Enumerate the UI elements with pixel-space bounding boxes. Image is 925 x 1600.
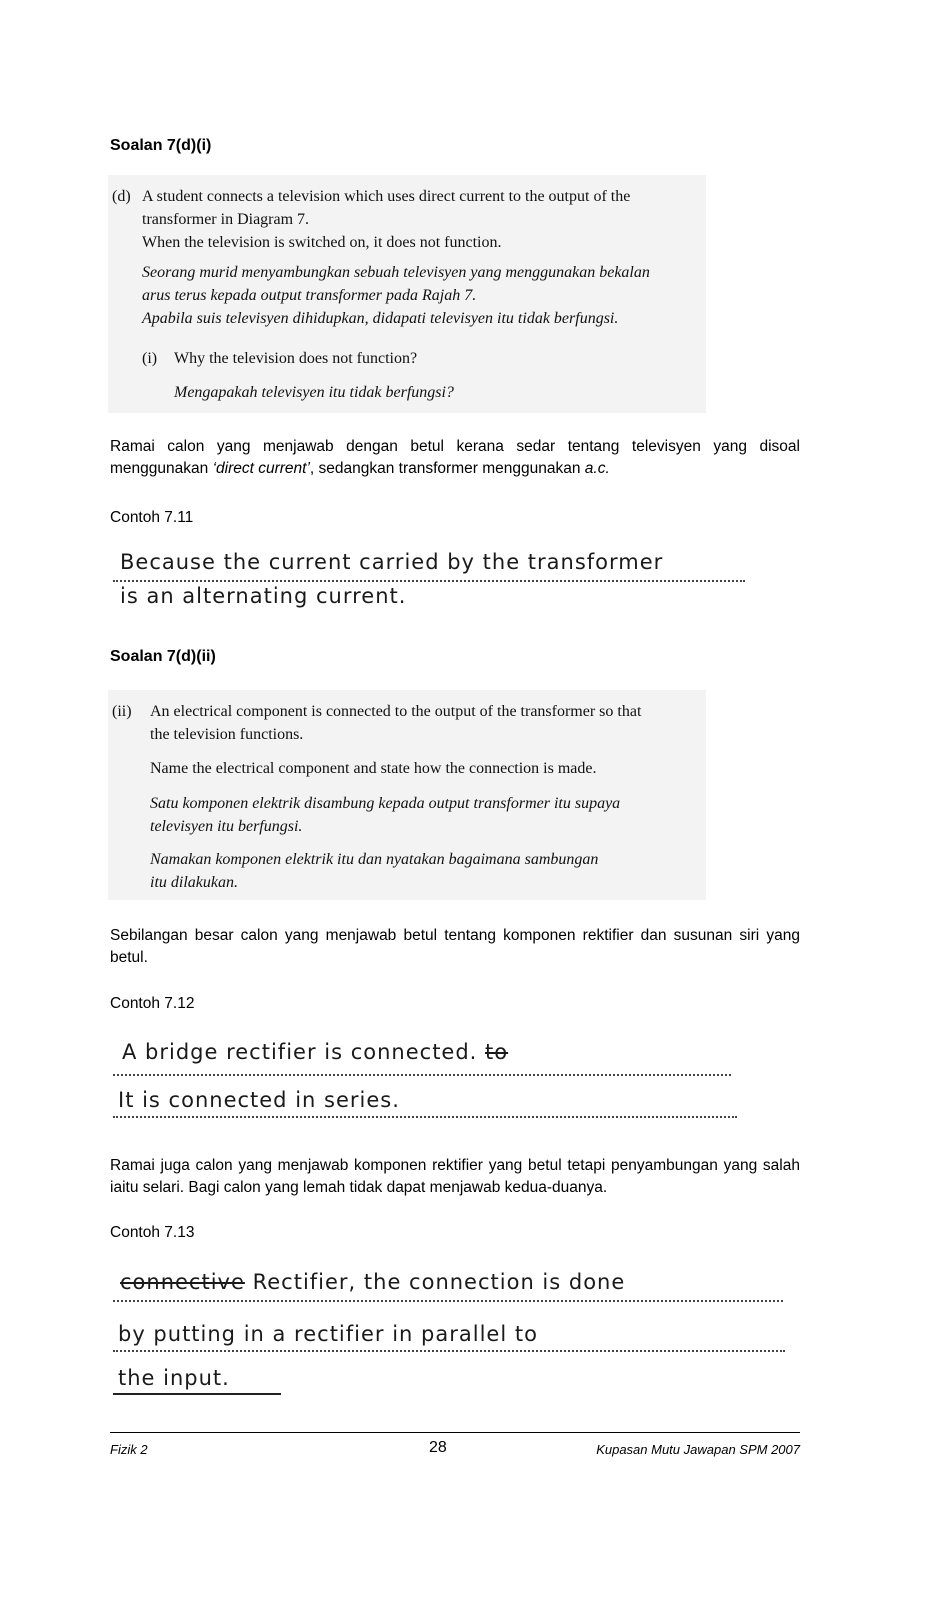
handwritten-answer-line: connective Rectifier, the connection is done [120, 1270, 626, 1294]
example-label-7-13: Contoh 7.13 [110, 1224, 195, 1241]
question-label: (d) [112, 188, 131, 205]
examiner-comment-2: Sebilangan besar calon yang menjawab betul tentang komponen rektifier dan susunan siri yang betul. [110, 927, 800, 966]
question-ms-line: Apabila suis televisyen dihidupkan, didapati televisyen itu tidak berfungsi. [142, 310, 619, 327]
examiner-comment-3: Ramai juga calon yang menjawab komponen rektifier yang betul tetapi penyambungan yang salah iaitu selari. Bagi calon yang lemah tidak dapat menjawab kedua-duanya. [110, 1157, 800, 1196]
subquestion-label: (i) [142, 350, 158, 367]
question-ms-line: Seorang murid menyambungkan sebuah televisyen yang menggunakan bekalan [142, 264, 650, 281]
subquestion-en: Why the television does not function? [174, 350, 418, 367]
footer-left: Fizik 2 [110, 1442, 148, 1457]
page-number: 28 [429, 1439, 447, 1456]
question-en-line: When the television is switched on, it does not function. [142, 234, 502, 251]
section-heading-7dii: Soalan 7(d)(ii) [110, 648, 216, 665]
question-en-line: Name the electrical component and state how the connection is made. [150, 760, 597, 777]
section-heading-7di: Soalan 7(d)(i) [110, 137, 212, 154]
answer-dotted-line [113, 1300, 783, 1302]
question-en-line: A student connects a television which uses direct current to the output of the [142, 188, 631, 205]
answer-dotted-line [113, 580, 745, 582]
question-en-line: An electrical component is connected to the output of the transformer so that [150, 703, 642, 720]
answer-dotted-line [113, 1350, 785, 1352]
footer-right: Kupasan Mutu Jawapan SPM 2007 [596, 1442, 800, 1457]
handwritten-answer-line: It is connected in series. [118, 1088, 400, 1112]
question-ms-line: televisyen itu berfungsi. [150, 818, 303, 835]
question-7dii-scan [108, 690, 706, 900]
question-ms-line: itu dilakukan. [150, 874, 238, 891]
question-7d-scan [108, 175, 706, 413]
footer-rule [110, 1432, 800, 1433]
struck-out-word: connective [120, 1270, 245, 1294]
answer-dotted-line [113, 1074, 731, 1076]
question-ms-line: Namakan komponen elektrik itu dan nyatakan bagaimana sambungan [150, 851, 599, 868]
subquestion-ms: Mengapakah televisyen itu tidak berfungsi? [174, 384, 454, 401]
handwritten-answer-line: is an alternating current. [120, 584, 407, 608]
struck-out-word: to [485, 1040, 509, 1064]
handwritten-answer-line: by putting in a rectifier in parallel to [118, 1322, 538, 1346]
answer-dotted-line [113, 1116, 737, 1118]
handwritten-answer-line: Because the current carried by the transformer [120, 550, 664, 574]
example-label-7-11: Contoh 7.11 [110, 509, 194, 526]
example-label-7-12: Contoh 7.12 [110, 995, 195, 1012]
handwritten-answer-line: the input. [118, 1366, 230, 1390]
question-en-line: transformer in Diagram 7. [142, 211, 310, 228]
question-ms-line: arus terus kepada output transformer pada Rajah 7. [142, 287, 477, 304]
question-ms-line: Satu komponen elektrik disambung kepada output transformer itu supaya [150, 795, 621, 812]
handwritten-answer-line: A bridge rectifier is connected. to [122, 1040, 509, 1064]
question-en-line: the television functions. [150, 726, 304, 743]
examiner-comment-1: Ramai calon yang menjawab dengan betul kerana sedar tentang televisyen yang disoal menggunakan ‘direct current’, sedangkan transformer menggunakan a.c. [110, 438, 800, 477]
question-label: (ii) [112, 703, 132, 720]
answer-underline [113, 1393, 281, 1395]
